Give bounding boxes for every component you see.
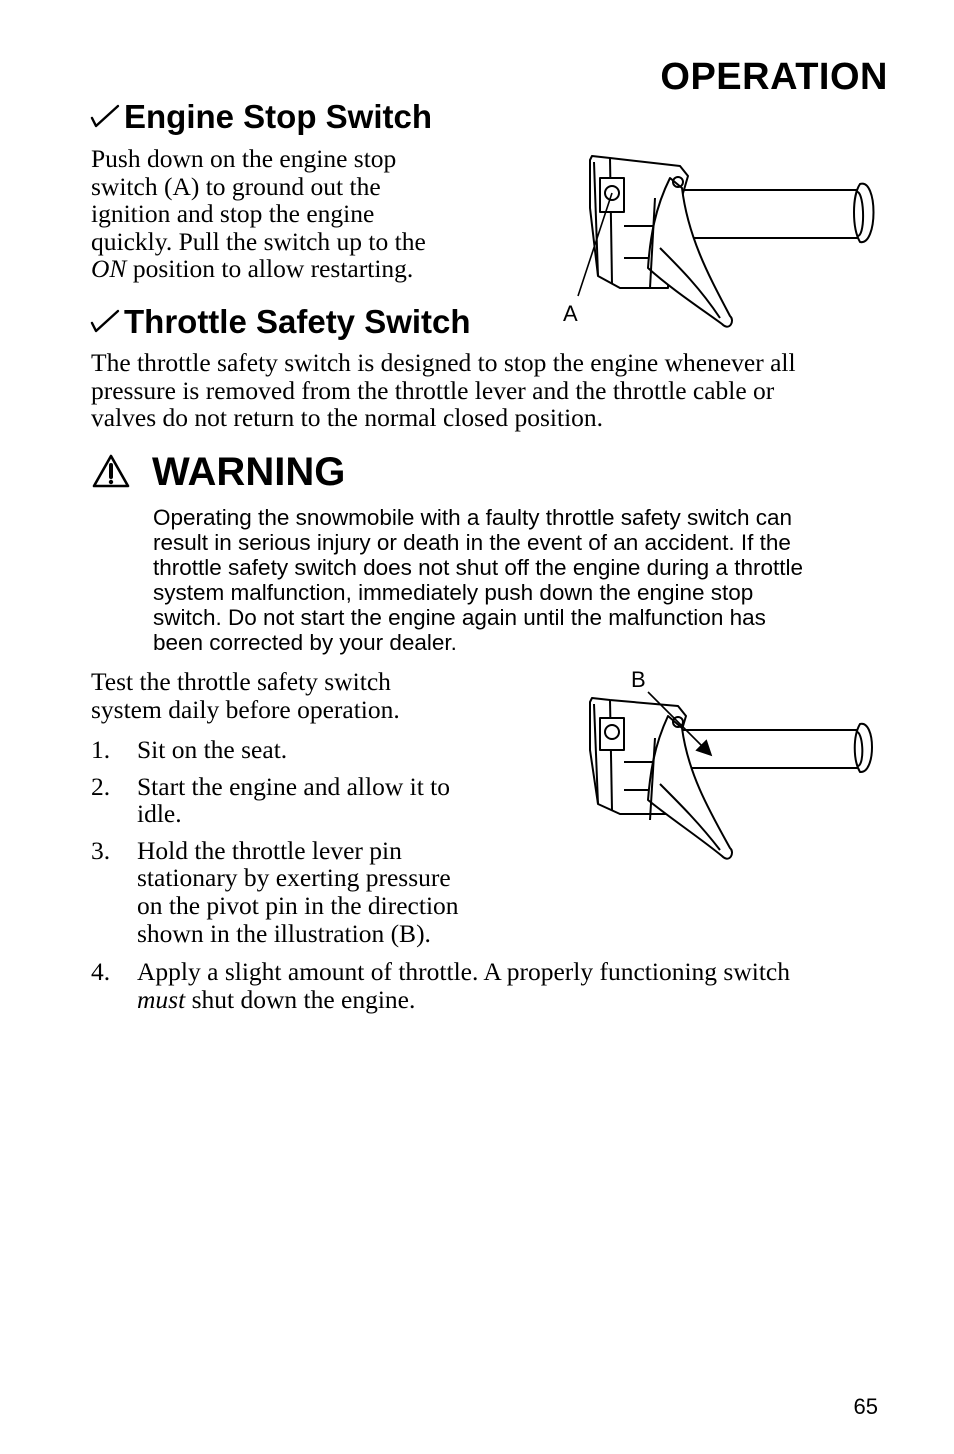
handlebar-switch-illustration-a (560, 148, 890, 338)
list-item (91, 958, 911, 1013)
section-title: OPERATION (660, 56, 888, 98)
text-line: system malfunction, immediately push down the engine stop (153, 580, 754, 605)
figure-throttle-pivot (560, 690, 890, 875)
must-emphasis: must (137, 984, 186, 1014)
text-line: switch. Do not start the engine again until the malfunction has (153, 605, 766, 630)
text-line: ignition and stop the engine (91, 199, 375, 229)
figure-engine-stop-switch (560, 148, 890, 343)
throttle-safety-heading-text: Throttle Safety Switch (124, 303, 471, 340)
engine-stop-heading-text: Engine Stop Switch (124, 98, 433, 135)
step-number: 2. (91, 771, 111, 801)
text-line: result in serious injury or death in the event of an accident. If the (153, 530, 791, 555)
engine-stop-paragraph (91, 145, 491, 283)
figure-label-b: B (631, 667, 646, 692)
on-emphasis: ON (91, 254, 127, 284)
step-4 (91, 958, 911, 1013)
warning-triangle-icon (92, 454, 130, 488)
step-number: 1. (91, 735, 111, 764)
text-line: Apply a slight amount of throttle. A properly functioning switch (137, 957, 791, 986)
engine-stop-heading (90, 98, 432, 138)
test-intro (91, 668, 511, 723)
handlebar-switch-illustration-b (560, 690, 890, 870)
text-line: idle. (137, 799, 182, 829)
text-line: on the pivot pin in the direction (137, 890, 459, 920)
text-line: Test the throttle safety switch (91, 667, 391, 696)
text-line: The throttle safety switch is designed to stop the engine whenever all (91, 348, 796, 377)
warning-heading (92, 450, 345, 495)
test-steps-list (91, 736, 521, 956)
figure-label-a: A (563, 301, 578, 326)
step-number: 4. (91, 957, 111, 986)
text-line: Sit on the seat. (137, 735, 288, 764)
list-item (91, 837, 521, 947)
text-line: shown in the illustration (B). (137, 918, 431, 948)
page-number: 65 (853, 1394, 878, 1419)
text-line: been corrected by your dealer. (153, 630, 457, 655)
text-line: ON position to allow restarting. (91, 254, 414, 284)
list-item (91, 773, 521, 828)
throttle-safety-paragraph (91, 349, 891, 432)
text-line: stationary by exerting pressure (137, 863, 451, 893)
step-number: 3. (91, 835, 111, 865)
list-item (91, 736, 521, 764)
text-line: valves do not return to the normal closed position. (91, 403, 604, 433)
check-mark-icon (90, 305, 124, 343)
text-line: switch (A) to ground out the (91, 171, 381, 201)
text-line: Hold the throttle lever pin (137, 835, 402, 865)
text-line: Start the engine and allow it to (137, 771, 451, 801)
text-line: system daily before operation. (91, 694, 400, 724)
text-line: must shut down the engine. (137, 984, 416, 1014)
text-line: Push down on the engine stop (91, 144, 397, 173)
text-line: quickly. Pull the switch up to the (91, 226, 426, 256)
check-mark-icon (90, 100, 124, 138)
warning-title: WARNING (152, 450, 346, 494)
warning-text (153, 505, 903, 655)
text-line: throttle safety switch does not shut off the engine during a throttle (153, 555, 803, 580)
text-line: pressure is removed from the throttle lever and the throttle cable or (91, 375, 775, 405)
throttle-safety-heading (90, 303, 471, 343)
text-line: Operating the snowmobile with a faulty throttle safety switch can (153, 505, 793, 530)
